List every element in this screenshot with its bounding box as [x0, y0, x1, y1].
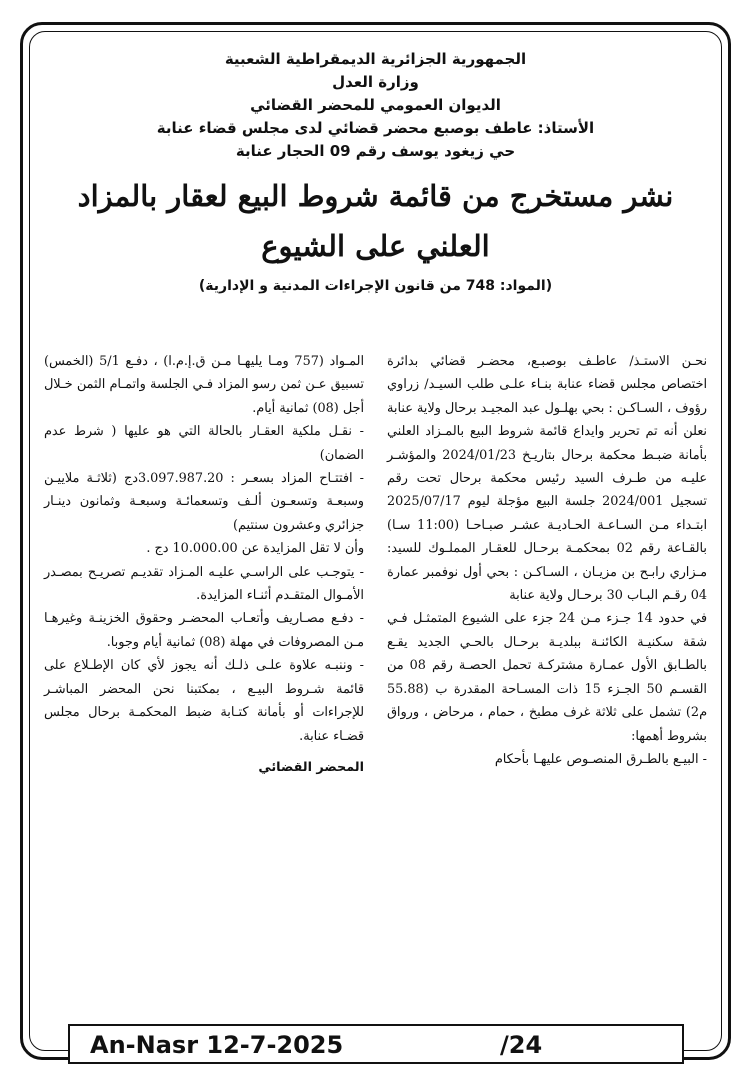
- bailiff-name: الأستاذ: عاطف بوصبع محضر قضائي لدى مجلس قضاء عنابة: [156, 119, 595, 137]
- paragraph: - وننبـه علاوة علـى ذلـك أنه يجوز لأي كان الإطـلاع على قائمة شـروط البيـع ، بمكتبنا نحن المحضر المباشـر للإجراءات أو بأمانة كتـابة ضبط المحكمـة برحال مجلس قضـاء عنابة.: [44, 658, 364, 744]
- publication-date: An-Nasr 12-7-2025: [90, 1031, 344, 1059]
- right-column: [387, 350, 707, 771]
- announcement: [44, 48, 707, 1008]
- paragraph: - نقـل ملكية العقـار بالحالة التي هو عليها ( شرط عدم الضمان): [44, 424, 364, 463]
- footer-bar: [68, 1024, 684, 1064]
- paragraph: في حدود 14 جـزء مـن 24 جزء على الشيوع المتمثـل فـي شقة سكنيـة الكائنـة ببلديـة برحـال بالحـي الجديد يقـع بالطـابق الأول عمـارة مشتركـة تحمل الحصـة رقم 08 من القسـم 50 الجـزء 15 ذات المسـاحة المقدرة ب (55.88 م2) تشمل على ثلاثة غرف مطبخ ، حمام ، مرحاض ، ورواق بشروط أهمها:: [387, 611, 707, 744]
- paragraph: نعلن أنه تم تحرير وايداع قائمة شروط البيع بالمـزاد العلني بأمانة ضبـط محكمة برحال بتاريـخ 2024/01/23 والمؤشـر عليـه من طـرف السيد رئيس محكمة برحال تحت رقم تسجيل 2024/001 جلسة البيع مؤجلة ليوم 2025/07/17 ابتـداء مـن السـاعـة الحـاديـة عشـر صبـاحـا (11:00 سـا) بالقـاعة رقم 02 بمحكمـة برحـال للعقـار المملـوك للسيد: مـزاري رابـح بن مزيـان ، السـاكـن : بحي أول نوفمبر عمارة 04 رقـم البـاب 30 برحـال ولاية عنابة: [387, 424, 708, 604]
- header-block: [44, 48, 707, 163]
- office-address: حي زيغود يوسف رقم 09 الحجار عنابة: [235, 142, 516, 160]
- paragraph: نحـن الاستـذ/ عاطـف بوصبـع، محضـر قضائي بدائرة اختصاص مجلس قضاء عنابة بنـاء علـى طلب السيـد/ زراوي رؤوف ، السـاكـن : بحي بهلـول عبد المجيـد برحال ولاية عنابة: [387, 354, 707, 416]
- paragraph: - دفـع مصـاريف وأتعـاب المحضـر وحقوق الخزينـة وغيرهـا مـن المصروفات في مهلة (08) ثمانية أيام وجوبا.: [44, 611, 364, 650]
- legal-reference: (المواد: 748 من قانون الإجراءات المدنية و الإدارية): [198, 278, 553, 294]
- body-columns: [44, 350, 707, 1005]
- paragraph: - يتوجـب على الراسـي عليـه المـزاد تقديـم تصريـح بمصـدر الأمـوال المتقـدم أثنـاء المزايدة.: [44, 564, 364, 604]
- paragraph: المـواد (757 ومـا يليهـا مـن ق.إ.م.ا) ، دفـع 5/1 (الخمس) تسبيق عـن ثمن رسو المزاد فـي الجلسة واتمـام الثمن خـلال أجل (08) ثمانية أيام.: [44, 354, 365, 416]
- page-number: /24: [500, 1031, 543, 1059]
- paragraph: وأن لا تقل المزايدة عن 10.000.00 دج .: [146, 541, 364, 557]
- signature: المحضر القضائي: [258, 759, 364, 775]
- paragraph: - البيـع بالطـرق المنصـوص عليهـا بأحكام: [494, 751, 707, 767]
- republic-name: الجمهورية الجزائرية الديمقراطية الشعبية: [224, 50, 527, 68]
- ministry-name: وزارة العدل: [332, 73, 419, 91]
- left-column: [44, 350, 364, 779]
- title-line-1: نشر مستخرج من قائمة شروط البيع لعقار بالمزاد: [77, 179, 674, 213]
- title-line-2: العلني على الشيوع: [261, 229, 490, 263]
- office-name: الديوان العمومي للمحضر القضائي: [250, 96, 501, 114]
- announcement-title: [44, 171, 707, 271]
- paragraph: - افتتـاح المزاد بسعـر : 3.097.987.20دج (ثلاثـة ملاييـن وسبعـة وتسعـون ألـف وتسعمائـة وسبعـة وثمانون دينـار جزائري وعشرون سنتيم): [44, 471, 364, 533]
